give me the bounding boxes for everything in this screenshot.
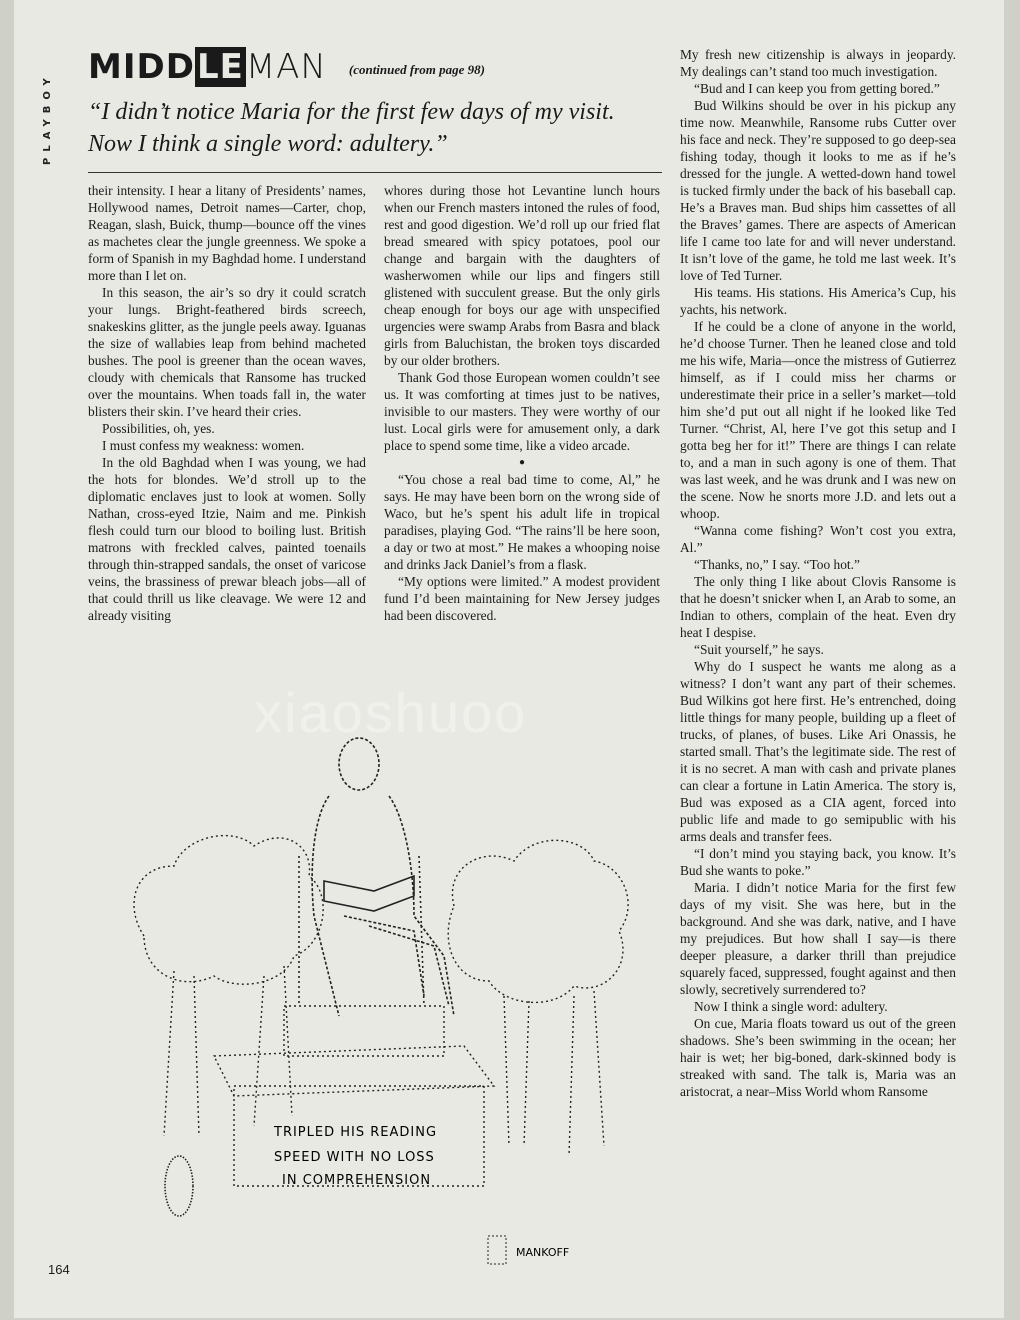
col3-paragraph: “I don’t mind you staying back, you know. It’s Bud she wants to poke.” xyxy=(680,846,956,878)
col3-paragraph: Now I think a single word: adultery. xyxy=(694,999,888,1014)
col2-paragraph: ● xyxy=(518,457,526,468)
col3-paragraph: His teams. His stations. His America’s Cup, his yachts, his network. xyxy=(680,285,956,317)
side-label-text: PLAYBOY xyxy=(42,72,53,166)
col3-paragraph: The only thing I like about Clovis Ransome is that he doesn’t snicker when I, an Arab to some, an Indian to others, complain of the heat. Even dry heat I despise. xyxy=(680,574,956,640)
col1-paragraph: In this season, the air’s so dry it could scratch your lungs. Bright-feathered birds screech, snakeskins glitter, as the jungle peels away. Iguanas the size of wallabies leap from behind macheted bushes. The pool is greener than the ocean waves, cloudy with chemicals that Ransome has trucked over the mountains. When toads fall in, the water blisters their skin. I’ve heard their cries. xyxy=(88,285,366,419)
continued-note: (continued from page 98) xyxy=(348,62,485,77)
watermark: xiaoshuoo xyxy=(254,681,528,744)
statue-legs xyxy=(344,916,449,1006)
text-column-3 xyxy=(680,46,956,1100)
plaque-line-3: IN COMPREHENSION xyxy=(282,1173,432,1188)
cartoonist-signature: MANKOFF xyxy=(516,1246,570,1259)
masthead-title xyxy=(88,47,327,87)
col3-paragraph: Maria. I didn’t notice Maria for the first few days of my visit. She was here, but in the background. And she was dark, native, and I have my prejudices. But how shall I say—is there deeper pleasure, a darker thrill than prejudice squarely faced, suppressed, fought against and then slowly, secretively surrendered to? xyxy=(680,880,956,997)
signature-box xyxy=(488,1236,506,1264)
left-tree-canopy xyxy=(134,836,323,985)
pull-quote: “I didn’t notice Maria for the first few days of my visit. Now I think a single word: adultery.” xyxy=(88,99,615,157)
masthead-title-part-b: LE xyxy=(196,47,244,87)
col2-paragraph: Thank God those European women couldn’t see us. It was comforting at times just to be natives, invisible to our masters. They were worthy of our lust. Local girls were for amusement only, a dark place to spend some time, like a video arcade. xyxy=(384,370,660,453)
right-tree-trunk xyxy=(504,991,604,1156)
col1-paragraph: their intensity. I hear a litany of Presidents’ names, Hollywood names, Detroit names—Carter, chop, Reagan, slash, Buick, thump—bounce off the vines as machetes clear the jungle greenness. We spoke a form of Spanish in my Baghdad home. I understand more than I let on. xyxy=(88,183,366,283)
col2-paragraph: whores during those hot Levantine lunch hours when our French masters intoned the rules of food, rest and good digestion. We’d roll up our fried flat bread smeared with spicy potatoes, pool our change and bargain with the daughters of washerwomen while our lips and fingers still glistened with succulent grease. But the only girls cheap enough for boys our age with unspecified urgencies were swamp Arabs from Basra and black girls from Baluchistan, the broken toys discarded by our older brothers. xyxy=(384,183,660,368)
masthead-title-part-c: MAN xyxy=(245,47,327,87)
text-column-2 xyxy=(384,182,660,624)
col3-paragraph: If he could be a clone of anyone in the world, he’d choose Turner. Then he leaned close and told me his wife, Maria—once the mistress of Gutierrez himself, as if I could miss her charms or underestimate their price in a seller’s market—told him she’d put out all night if he looked like Ted Turner. “Christ, Al, here I’ve got this setup and I gotta beg her for it!” There are things I can relate to, and a man in such agony is one of them. That was last week, and he was drunk and I was new on the scene. Now he snorts more J.D. and lets out a whoop. xyxy=(680,319,956,521)
text-column-1 xyxy=(88,182,366,624)
col2-paragraph: “My options were limited.” A modest provident fund I’d been maintaining for New Jersey judges had been discovered. xyxy=(384,574,660,623)
cartoon-illustration xyxy=(114,716,654,1276)
statue-body xyxy=(312,796,454,1016)
col3-paragraph: “Wanna come fishing? Won’t cost you extra, Al.” xyxy=(680,523,956,555)
col3-paragraph: “Bud and I can keep you from getting bored.” xyxy=(694,81,940,96)
col1-paragraph: I must confess my weakness: women. xyxy=(102,438,305,453)
col2-paragraph: “You chose a real bad time to come, Al,” he says. He may have been born on the wrong side of Waco, but he’s spent his adult life in tropical paradises, playing God. “The rains’ll be here soon, a day or two at most.” He makes a whooping noise and drinks Jack Daniel’s from a flask. xyxy=(384,472,660,572)
right-tree-canopy xyxy=(448,840,628,1002)
left-tree-trunk xyxy=(164,966,292,1136)
pigeon xyxy=(165,1156,193,1216)
col3-paragraph: On cue, Maria floats toward us out of the green shadows. She’s been swimming in the ocean; her hair is wet; her big-boned, dark-skinned body is streaked with sand. The talk is, Maria was an aristocrat, a near–Miss World whom Ransome xyxy=(680,1016,956,1099)
plaque-line-1: TRIPLED HIS READING xyxy=(274,1125,438,1140)
col1-paragraph: In the old Baghdad when I was young, we had the hots for blondes. We’d stroll up to the diplomatic enclaves just to look at women. Solly Nathan, cross-eyed Itzie, Naim and me. Pinkish flesh could turn our blood to boiling lust. British matrons with freckled calves, painted toenails through thin-strapped sandals, the onset of varicose veins, the brassiness of prewar bleach jobs—all of that could thrill us like cleavage. We were 12 and already visiting xyxy=(88,455,366,623)
masthead xyxy=(88,47,485,87)
masthead-title-part-a: MIDD xyxy=(88,47,195,87)
col3-paragraph: Bud Wilkins should be over in his pickup any time now. Meanwhile, Ransome rubs Cutter over his face and neck. They’re supposed to go deep-sea fishing today, though it looks to me as if he’s dressed for the jungle. A wetted-down hand towel is tucked firmly under the back of his baseball cap. He’s a Braves man. Bud ships him cassettes of all the Braves’ games. There are aspects of American life I came too late for and will never understand. It isn’t love of the game, he told me last week. It’s love of Ted Turner. xyxy=(680,98,956,283)
statue-head xyxy=(339,738,379,790)
col3-paragraph: “Suit yourself,” he says. xyxy=(694,642,824,657)
col3-paragraph: My fresh new citizenship is always in jeopardy. My dealings can’t stand too much investigation. xyxy=(680,47,956,79)
side-label xyxy=(40,44,58,194)
pullquote-rule xyxy=(88,172,662,173)
statue-book xyxy=(324,876,414,911)
pedestal-top xyxy=(214,1046,494,1096)
col3-paragraph: Why do I suspect he wants me along as a witness? I don’t want any part of their schemes. Bud Wilkins got here first. He’s entrenched, doing little things for many people, building up a fleet of trucks, of planes, of buses. Like Ari Onassis, he started small. That’s the legitimate side. The rest of it is no secret. A man with cash and private planes can clear a fortune in Latin America. The story is, Bud was exposed as a CIA agent, forced into public life and made to go semipublic with his arms deals and transfer fees. xyxy=(680,659,956,844)
statue-block xyxy=(284,1006,444,1056)
col3-paragraph: “Thanks, no,” I say. “Too hot.” xyxy=(694,557,860,572)
magazine-page xyxy=(14,0,1004,1318)
col1-paragraph: Possibilities, oh, yes. xyxy=(102,421,215,436)
plaque-line-2: SPEED WITH NO LOSS xyxy=(274,1150,435,1165)
page-number: 164 xyxy=(48,1262,70,1277)
